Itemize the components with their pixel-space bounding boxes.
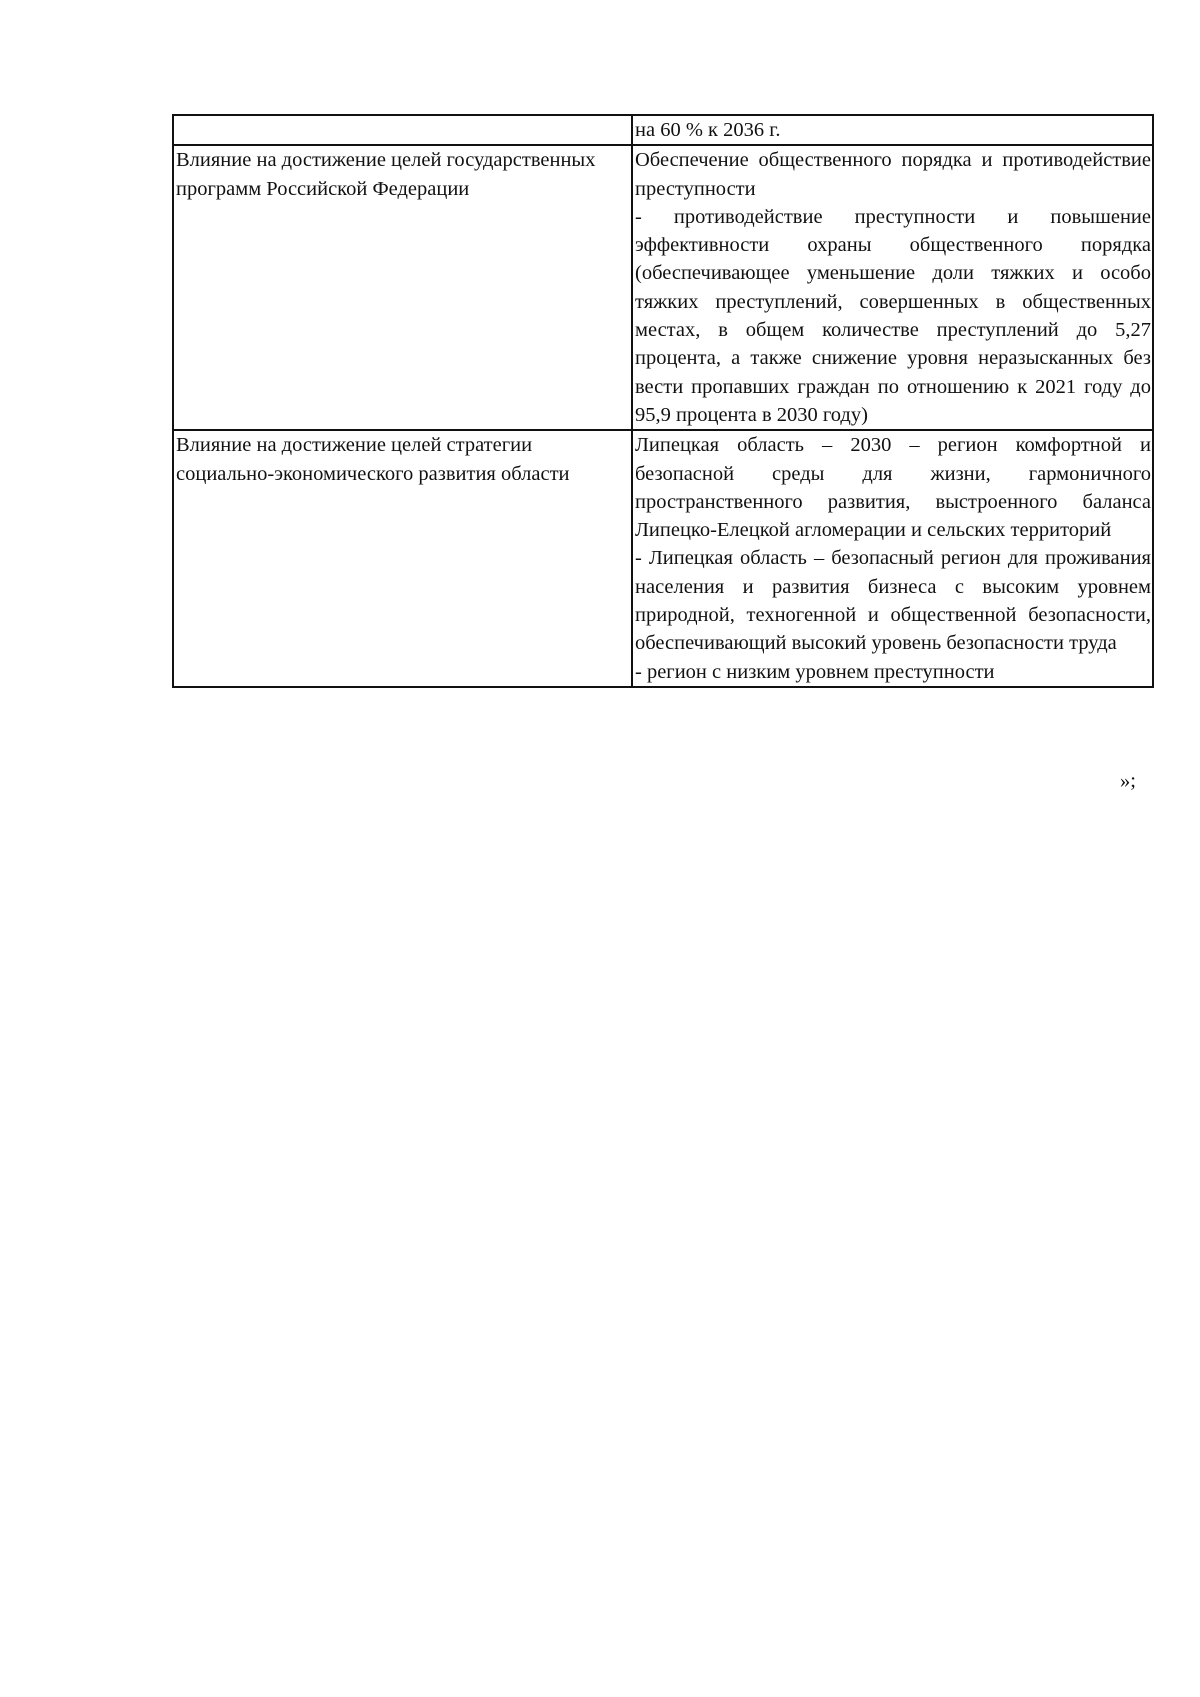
paragraph: - регион с низким уровнем преступности [635, 660, 995, 683]
table-row [173, 430, 1153, 687]
cell-value [632, 115, 1153, 145]
paragraph: - противодействие преступности и повышение эффективности охраны общественного порядка (обеспечивающее уменьшение доли тяжких и особо тяжких преступлений, совершенных в общественных местах, в общем количестве преступлений до 5,27 процента, а также снижение уровня неразысканных без вести пропавших граждан по отношению к 2021 году до 95,9 процента в 2030 году) [635, 205, 1151, 426]
cell-label: Влияние на достижение целей государственных программ Российской Федерации [173, 145, 632, 430]
cell-value [632, 145, 1153, 430]
cell-label: Влияние на достижение целей стратегии социально-экономического развития области [173, 430, 632, 687]
document-table [172, 114, 1154, 688]
paragraph: - Липецкая область – безопасный регион для проживания населения и развития бизнеса с высоким уровнем природной, техногенной и общественной безопасности, обеспечивающий высокий уровень безопасности труда [635, 547, 1151, 655]
closing-quote: »; [1120, 770, 1136, 792]
cell-label [173, 115, 632, 145]
paragraph: Обеспечение общественного порядка и противодействие преступности [635, 149, 1151, 200]
paragraph: на 60 % к 2036 г. [635, 119, 781, 141]
table-row [173, 115, 1153, 145]
table-row [173, 145, 1153, 430]
paragraph: Липецкая область – 2030 – регион комфортной и безопасной среды для жизни, гармоничного пространственного развития, выстроенного баланса Липецко-Елецкой агломерации и сельских территорий [635, 434, 1151, 542]
cell-value [632, 430, 1153, 687]
